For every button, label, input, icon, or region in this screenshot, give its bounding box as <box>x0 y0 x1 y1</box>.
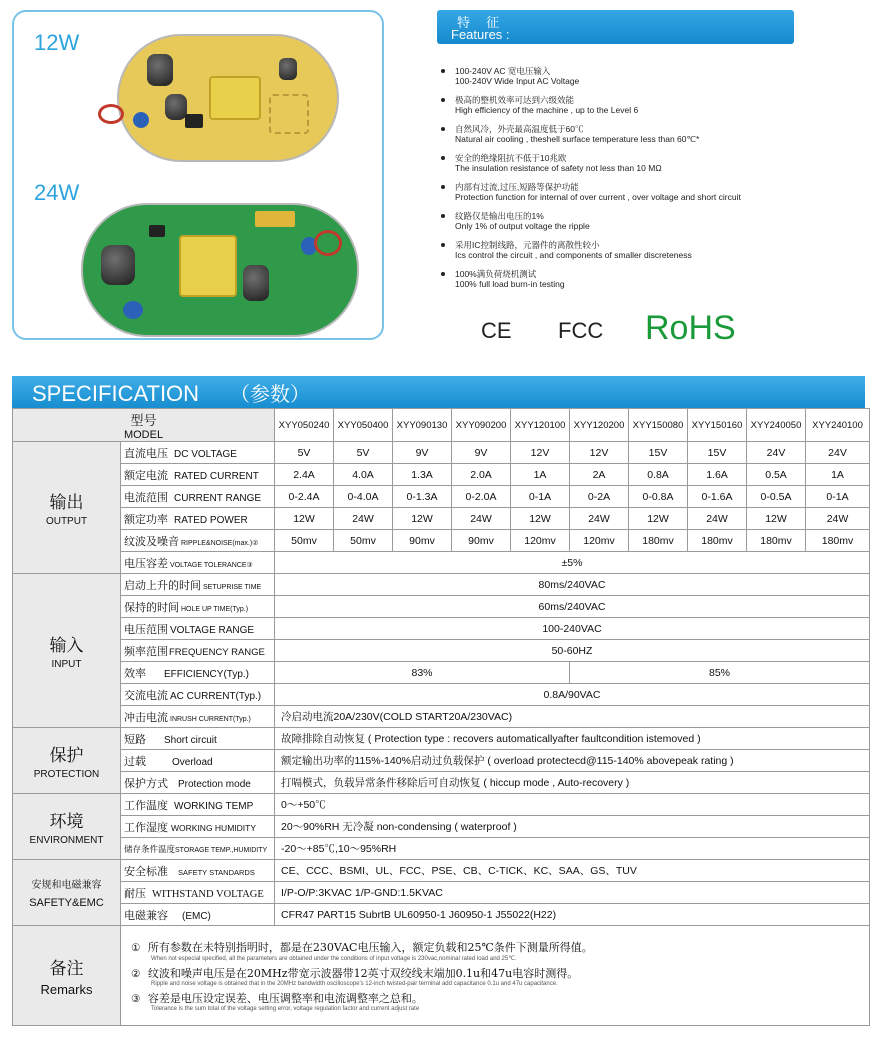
value-cell: ±5% <box>275 552 870 574</box>
value-cell: 故障排除自动恢复 ( Protection type : recovers automaticallyafter faultcondition istemoved ) <box>275 728 870 750</box>
value-cell: 50mv <box>334 530 393 552</box>
output-row <box>13 464 870 486</box>
label-cn: 电压范围 <box>124 622 168 636</box>
row-label <box>121 860 275 882</box>
value-cell: 0-1.6A <box>688 486 747 508</box>
value-cell: CFR47 PART15 SubrtB UL60950-1 J60950-1 J55022(H22) <box>275 904 870 926</box>
value-cell: 0.5A <box>747 464 806 486</box>
input-row <box>13 640 870 662</box>
input-row <box>13 662 870 684</box>
output-row <box>13 486 870 508</box>
model-header-cn: 型号 <box>130 413 157 429</box>
label-cn: 冲击电流 <box>124 710 168 724</box>
label-en: STORAGE TEMP.,HUMIDITY <box>175 846 268 854</box>
value-cell: 12V <box>511 442 570 464</box>
bullet-icon <box>441 243 445 247</box>
value-cell: 15V <box>629 442 688 464</box>
row-label <box>121 706 275 728</box>
value-cell: CE、CCC、BSMI、UL、FCC、PSE、CB、C-TICK、KC、SAA、GS、TUV <box>275 860 870 882</box>
value-cell: 180mv <box>747 530 806 552</box>
value-cell: 2A <box>570 464 629 486</box>
bullet-icon <box>441 69 445 73</box>
remark-cn: 容差是电压设定误差、电压调整率和电流调整率之总和。 <box>147 992 423 1005</box>
label-en: HOLE UP TIME(Typ.) <box>181 605 249 613</box>
value-cell: 5V <box>334 442 393 464</box>
output-row <box>13 530 870 552</box>
row-label <box>121 662 275 684</box>
product-photo-panel <box>12 10 384 340</box>
row-label <box>121 486 275 508</box>
category-en: Remarks <box>40 982 93 997</box>
value-cell: 0-4.0A <box>334 486 393 508</box>
label-en: Overload <box>172 756 213 768</box>
bullet-icon <box>441 156 445 160</box>
feature-en: Natural air cooling , theshell surface temperature less than 60℃* <box>455 134 700 144</box>
value-cell: 冷启动电流20A/230V(COLD START20A/230VAC) <box>275 706 870 728</box>
feature-item <box>440 95 860 115</box>
feature-item <box>440 240 860 260</box>
value-cell: 180mv <box>629 530 688 552</box>
bullet-icon <box>441 214 445 218</box>
power-label-24w: 24W <box>34 180 80 205</box>
value-cell: 24W <box>570 508 629 530</box>
value-cell: 0～+50℃ <box>275 794 870 816</box>
wire-decoration <box>314 230 342 256</box>
label-en: WORKING TEMP <box>174 800 254 812</box>
remark-number: ② <box>131 968 141 980</box>
label-en: EFFICIENCY(Typ.) <box>164 668 250 680</box>
label-cn: 直流电压 <box>124 446 168 460</box>
value-cell: 0-1A <box>511 486 570 508</box>
features-header <box>437 10 794 44</box>
remarks-category <box>13 926 121 1026</box>
row-label <box>121 684 275 706</box>
bullet-icon <box>441 98 445 102</box>
feature-cn: 纹路仅是输出电压的1% <box>455 211 544 221</box>
input-row <box>13 684 870 706</box>
row-label <box>121 530 275 552</box>
value-cell: 12W <box>275 508 334 530</box>
feature-cn: 100%满负荷烧机测试 <box>455 269 537 279</box>
safety-row <box>13 882 870 904</box>
input-row <box>13 618 870 640</box>
value-cell: 2.0A <box>452 464 511 486</box>
value-cell: 0.8A/90VAC <box>275 684 870 706</box>
value-cell: 20～90%RH 无冷凝 non-condensing ( waterproof ) <box>275 816 870 838</box>
feature-en: Protection function for internal of over current , over voltage and short circuit <box>455 192 741 202</box>
wire-decoration <box>98 104 124 124</box>
model-cell: XYY050240 <box>275 409 334 442</box>
value-cell: 打嗝模式，负载异常条件移除后可自动恢复 ( hiccup mode , Auto-recovery ) <box>275 772 870 794</box>
value-cell: 0-2.0A <box>452 486 511 508</box>
row-label <box>121 904 275 926</box>
bullet-icon <box>441 272 445 276</box>
label-en: INRUSH CURRENT(Typ.) <box>170 715 251 723</box>
model-cell: XYY120100 <box>511 409 570 442</box>
value-cell: 1A <box>511 464 570 486</box>
remark-item <box>131 965 859 987</box>
label-cn: 短路 <box>124 732 146 746</box>
label-en: VOLTAGE TOLERANCE③ <box>170 561 253 569</box>
model-header <box>13 409 275 442</box>
input-category <box>13 574 121 728</box>
feature-item <box>440 182 860 202</box>
model-cell: XYY240100 <box>806 409 870 442</box>
feature-en: 100% full load burn-in testing <box>455 279 565 289</box>
label-cn: 过载 <box>124 754 146 768</box>
features-title-cn: 特 征 <box>457 16 506 31</box>
remark-en: Tolerance is the sum total of the voltage setting error, voltage regulation factor and current adjust rate <box>151 1006 420 1012</box>
value-cell: 24W <box>688 508 747 530</box>
model-cell: XYY120200 <box>570 409 629 442</box>
value-cell: 1A <box>806 464 870 486</box>
row-label <box>121 442 275 464</box>
remark-cn: 纹波和噪声电压是在20MHz带宽示波器带12英寸双绞线末端加0.1u和47u电容时测得。 <box>147 967 579 980</box>
value-cell: 24V <box>747 442 806 464</box>
label-en: (EMC) <box>182 910 211 922</box>
value-cell: 9V <box>452 442 511 464</box>
category-en: PROTECTION <box>33 769 100 780</box>
label-en: WITHSTAND VOLTAGE <box>152 888 264 900</box>
label-cn: 效率 <box>124 666 146 680</box>
environment-row <box>13 794 870 816</box>
bullet-icon <box>441 185 445 189</box>
safety-row <box>13 904 870 926</box>
label-cn: 保持的时间 <box>124 600 179 614</box>
fcc-mark: FCC <box>558 318 604 343</box>
label-cn: 频率范围 <box>124 644 168 658</box>
protection-category <box>13 728 121 794</box>
remark-number: ① <box>131 942 141 954</box>
feature-cn: 100-240V AC 宽电压输入 <box>455 66 551 76</box>
value-cell: 83% <box>275 662 570 684</box>
value-cell: I/P-O/P:3KVAC 1/P-GND:1.5KVAC <box>275 882 870 904</box>
feature-en: Only 1% of output voltage the ripple <box>455 221 590 231</box>
pcb-12w-image <box>117 34 339 162</box>
value-cell: 9V <box>393 442 452 464</box>
value-cell: 24V <box>806 442 870 464</box>
features-title-en: Features : <box>451 27 510 42</box>
feature-cn: 自然风冷，外壳最高温度低于60℃ <box>455 124 584 134</box>
bullet-icon <box>441 127 445 131</box>
value-cell: 180mv <box>688 530 747 552</box>
environment-row <box>13 816 870 838</box>
value-cell: 24W <box>334 508 393 530</box>
remark-item <box>131 990 859 1012</box>
label-cn: 安全标准 <box>124 864 168 878</box>
value-cell: 120mv <box>570 530 629 552</box>
value-cell: 100-240VAC <box>275 618 870 640</box>
label-cn: 额定电流 <box>124 468 168 482</box>
row-label <box>121 618 275 640</box>
label-cn: 工作温度 <box>124 798 168 812</box>
remark-en: Ripple and noise voltage is obtained that in the 20MHz bandwidth oscilloscope's 12-inch twisted-pair terminal add capacitance 0.1u and 47u capacitance. <box>151 981 558 987</box>
value-cell: 80ms/240VAC <box>275 574 870 596</box>
label-en: Short circuit <box>164 734 217 746</box>
features-list <box>440 66 860 298</box>
row-label <box>121 838 275 860</box>
category-en: ENVIRONMENT <box>29 835 104 846</box>
value-cell: 12W <box>747 508 806 530</box>
value-cell: 50mv <box>275 530 334 552</box>
value-cell: 180mv <box>806 530 870 552</box>
remark-cn: 所有参数在未特别指明时，都是在230VAC电压输入，额定负载和25℃条件下测量所得值。 <box>147 941 593 954</box>
remark-en: When not especial specified, all the parameters are obtained under the conditions of input voltage is 230vac,nominal rated load and 25℃. <box>151 956 517 962</box>
label-en: WORKING HUMIDITY <box>171 822 256 833</box>
label-en: AC CURRENT(Typ.) <box>170 690 262 702</box>
category-en: OUTPUT <box>45 516 88 527</box>
feature-item <box>440 269 860 289</box>
row-label <box>121 596 275 618</box>
model-cell: XYY150160 <box>688 409 747 442</box>
feature-item <box>440 124 860 144</box>
specification-header <box>12 376 865 408</box>
label-cn: 保护方式 <box>124 776 168 790</box>
remark-number: ③ <box>131 993 141 1005</box>
spec-title-cn: （参数） <box>230 382 310 406</box>
value-cell: 85% <box>570 662 870 684</box>
protection-row <box>13 728 870 750</box>
label-cn: 电磁兼容 <box>124 908 168 922</box>
spec-title: SPECIFICATION <box>32 381 200 406</box>
label-cn: 储存条件温度 <box>124 844 176 855</box>
row-label <box>121 508 275 530</box>
model-cell: XYY240050 <box>747 409 806 442</box>
environment-category <box>13 794 121 860</box>
value-cell: -20～+85℃,10～95%RH <box>275 838 870 860</box>
value-cell: 1.3A <box>393 464 452 486</box>
value-cell: 15V <box>688 442 747 464</box>
feature-item <box>440 66 860 86</box>
label-en: RIPPLE&NOISE(max.)② <box>181 539 259 547</box>
model-header-en: MODEL <box>123 428 164 441</box>
feature-en: 100-240V Wide Input AC Voltage <box>455 76 580 86</box>
value-cell: 0-2A <box>570 486 629 508</box>
value-cell: 90mv <box>452 530 511 552</box>
safety-row <box>13 860 870 882</box>
remarks-content <box>121 926 870 1026</box>
category-cn: 保护 <box>49 746 84 766</box>
feature-item <box>440 211 860 231</box>
safety-category <box>13 860 121 926</box>
model-cell: XYY090130 <box>393 409 452 442</box>
category-en: SAFETY&EMC <box>29 897 104 909</box>
value-cell: 0.8A <box>629 464 688 486</box>
label-en: CURRENT RANGE <box>174 492 262 504</box>
label-en: RATED CURRENT <box>174 470 259 482</box>
value-cell: 120mv <box>511 530 570 552</box>
label-cn: 额定功率 <box>124 512 168 526</box>
input-row <box>13 596 870 618</box>
category-cn: 输入 <box>49 636 84 656</box>
value-cell: 额定输出功率的115%-140%启动过负载保护 ( overload protectecd@115-140% abovepeak rating ) <box>275 750 870 772</box>
value-cell: 90mv <box>393 530 452 552</box>
feature-en: The insulation resistance of safety not less than 10 MΩ <box>455 163 662 173</box>
label-cn: 耐压 <box>124 886 146 900</box>
row-label <box>121 464 275 486</box>
value-cell: 5V <box>275 442 334 464</box>
row-label <box>121 640 275 662</box>
row-label <box>121 816 275 838</box>
row-label <box>121 574 275 596</box>
value-cell: 4.0A <box>334 464 393 486</box>
output-category <box>13 442 121 574</box>
value-cell: 1.6A <box>688 464 747 486</box>
value-cell: 0-0.5A <box>747 486 806 508</box>
row-label <box>121 794 275 816</box>
ce-mark: CE <box>481 318 512 343</box>
label-cn: 工作湿度 <box>124 820 168 834</box>
remarks-row <box>13 926 870 1026</box>
row-label <box>121 882 275 904</box>
category-cn: 输出 <box>49 493 84 513</box>
feature-cn: 采用IC控制线路，元器件的离散性较小 <box>455 240 600 250</box>
rohs-mark: RoHS <box>645 309 736 347</box>
feature-en: Ics control the circuit , and components of smaller discreteness <box>455 250 692 260</box>
model-row <box>13 409 870 442</box>
input-row <box>13 574 870 596</box>
row-label <box>121 552 275 574</box>
label-cn: 交流电流 <box>124 688 168 702</box>
label-en: SAFETY STANDARDS <box>178 867 255 877</box>
value-cell: 2.4A <box>275 464 334 486</box>
label-en: RATED POWER <box>174 514 248 526</box>
label-en: VOLTAGE RANGE <box>170 624 255 636</box>
feature-cn: 内部有过流,过压,短路等保护功能 <box>455 182 579 192</box>
value-cell: 12V <box>570 442 629 464</box>
value-cell: 12W <box>511 508 570 530</box>
value-cell: 24W <box>452 508 511 530</box>
power-label-12w: 12W <box>34 30 80 55</box>
category-cn: 环境 <box>49 812 84 832</box>
label-en: FREQUENCY RANGE <box>169 646 265 658</box>
label-en: DC VOLTAGE <box>174 448 237 460</box>
label-cn: 电压容差 <box>124 556 168 570</box>
output-row <box>13 442 870 464</box>
category-cn: 备注 <box>49 959 84 979</box>
model-cell: XYY150080 <box>629 409 688 442</box>
output-row <box>13 552 870 574</box>
value-cell: 50-60HZ <box>275 640 870 662</box>
value-cell: 0-1.3A <box>393 486 452 508</box>
model-cell: XYY090200 <box>452 409 511 442</box>
feature-cn: 极高的整机效率可达到六级效能 <box>455 95 575 105</box>
label-en: SETUPRISE TIME <box>203 583 262 591</box>
category-en: INPUT <box>51 659 82 670</box>
input-row <box>13 706 870 728</box>
output-row <box>13 508 870 530</box>
value-cell: 0-0.8A <box>629 486 688 508</box>
remark-item <box>131 939 859 962</box>
value-cell: 0-1A <box>806 486 870 508</box>
category-cn: 安规和电磁兼容 <box>31 880 102 891</box>
protection-row <box>13 772 870 794</box>
feature-en: High efficiency of the machine , up to the Level 6 <box>455 105 639 115</box>
specification-table <box>12 408 870 1026</box>
pcb-24w-image <box>81 203 359 337</box>
row-label <box>121 750 275 772</box>
value-cell: 24W <box>806 508 870 530</box>
protection-row <box>13 750 870 772</box>
value-cell: 60ms/240VAC <box>275 596 870 618</box>
label-cn: 启动上升的时间 <box>124 578 201 592</box>
label-cn: 纹波及噪音 <box>124 534 179 548</box>
value-cell: 12W <box>629 508 688 530</box>
label-en: Protection mode <box>178 778 251 790</box>
row-label <box>121 728 275 750</box>
row-label <box>121 772 275 794</box>
feature-item <box>440 153 860 173</box>
value-cell: 0-2.4A <box>275 486 334 508</box>
model-cell: XYY050400 <box>334 409 393 442</box>
label-cn: 电流范围 <box>124 490 168 504</box>
environment-row <box>13 838 870 860</box>
value-cell: 12W <box>393 508 452 530</box>
feature-cn: 安全的绝缘阻抗不低于10兆欧 <box>455 153 567 163</box>
